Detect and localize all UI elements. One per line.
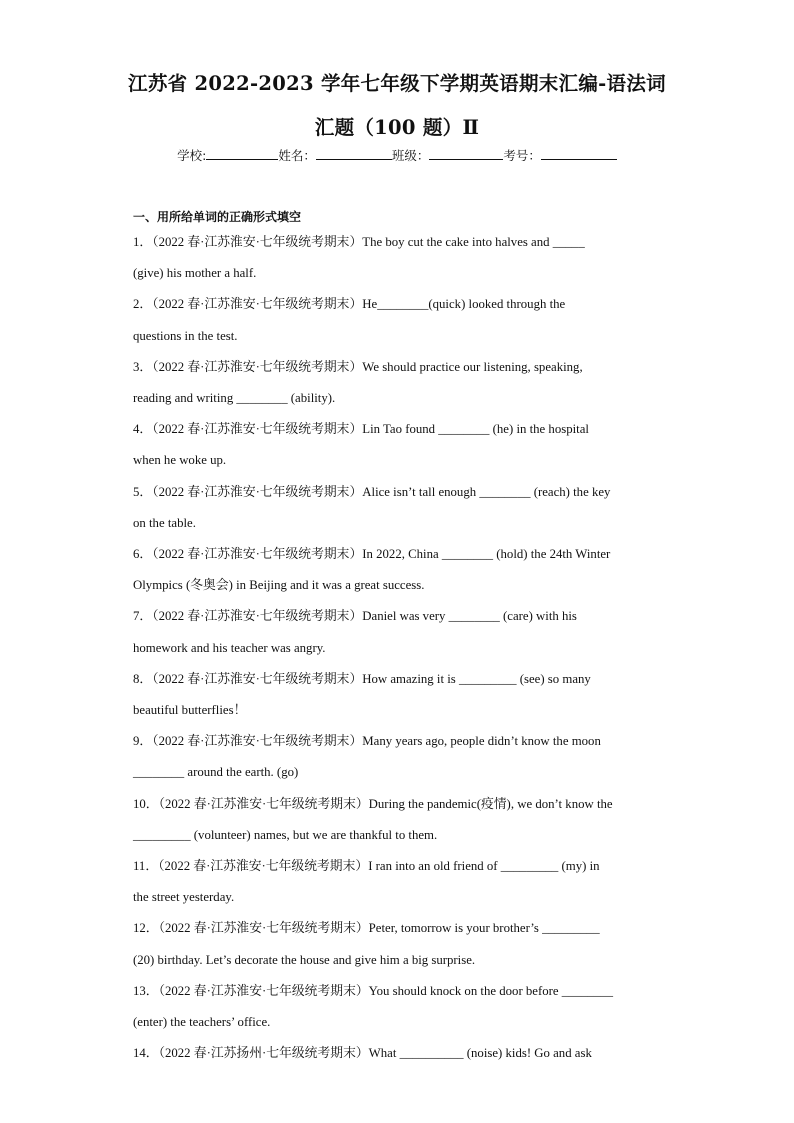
question-10-line2: _________ (volunteer) names, but we are thankful to them. <box>133 827 438 842</box>
number-label: 考号： <box>503 148 541 163</box>
question-3-line1: 3．（2022 春·江苏淮安·七年级统考期末）We should practice our listening, speaking, <box>133 359 583 374</box>
class-blank[interactable] <box>429 147 503 160</box>
name-label: 姓名： <box>278 148 316 163</box>
question-1-line2: (give) his mother a half. <box>133 266 257 281</box>
question-1-line1: 1．（2022 春·江苏淮安·七年级统考期末）The boy cut the cake into halves and _____ <box>133 235 585 249</box>
question-4-line1: 4．（2022 春·江苏淮安·七年级统考期末）Lin Tao found ________ (he) in the hospital <box>133 422 589 437</box>
question-14-line1: 14．（2022 春·江苏扬州·七年级统考期末）What __________ (noise) kids! Go and ask <box>133 1046 592 1061</box>
question-7-line2: homework and his teacher was angry. <box>133 640 326 655</box>
question-9-line1: 9．（2022 春·江苏淮安·七年级统考期末）Many years ago, people didn’t know the moon <box>133 734 601 749</box>
question-8-line2: beautiful butterflies！ <box>133 703 247 717</box>
question-13-line1: 13．（2022 春·江苏淮安·七年级统考期末）You should knock on the door before ________ <box>133 983 613 998</box>
question-6-line1: 6．（2022 春·江苏淮安·七年级统考期末）In 2022, China ________ (hold) the 24th Winter <box>133 547 611 561</box>
question-11-line1: 11．（2022 春·江苏淮安·七年级统考期末）I ran into an old friend of _________ (my) in <box>133 859 600 873</box>
question-12-line2: (20) birthday. Let’s decorate the house and give him a big surprise. <box>133 952 476 967</box>
question-11-line2: the street yesterday. <box>133 890 235 905</box>
question-9-line2: ________ around the earth. (go) <box>133 765 299 780</box>
student-info-bar <box>0 146 794 164</box>
question-8-line1: 8．（2022 春·江苏淮安·七年级统考期末）How amazing it is _________ (see) so many <box>133 671 591 686</box>
class-label: 班级： <box>391 148 430 163</box>
question-5-line1: 5．（2022 春·江苏淮安·七年级统考期末）Alice isn’t tall enough ________ (reach) the key <box>133 484 611 499</box>
question-2-line1: 2．（2022 春·江苏淮安·七年级统考期末）He________(quick) looked through the <box>133 297 566 312</box>
question-5-line2: on the table. <box>133 515 196 530</box>
question-13-line2: (enter) the teachers’ office. <box>133 1015 271 1029</box>
document-title-line1: 江苏省 2022-2023 学年七年级下学期英语期末汇编-语法词 <box>128 72 666 95</box>
question-12-line1: 12．（2022 春·江苏淮安·七年级统考期末）Peter, tomorrow is your brother’s _________ <box>133 921 600 936</box>
question-2-line2: questions in the test. <box>133 328 238 343</box>
school-label: 学校: <box>177 148 207 163</box>
question-4-line2: when he woke up. <box>133 453 227 468</box>
school-blank[interactable] <box>206 147 278 160</box>
question-7-line1: 7．（2022 春·江苏淮安·七年级统考期末）Daniel was very ________ (care) with his <box>133 609 577 624</box>
question-6-line2: Olympics (冬奥会) in Beijing and it was a great success. <box>133 578 425 593</box>
question-10-line1: 10．（2022 春·江苏淮安·七年级统考期末）During the pandemic(疫情), we don’t know the <box>133 796 613 811</box>
document-title-line2: 汇题（100 题）Ⅱ <box>314 116 480 139</box>
number-blank[interactable] <box>541 147 617 160</box>
question-3-line2: reading and writing ________ (ability). <box>133 391 336 405</box>
section-title: 一、用所给单词的正确形式填空 <box>133 210 302 224</box>
name-blank[interactable] <box>316 147 392 160</box>
